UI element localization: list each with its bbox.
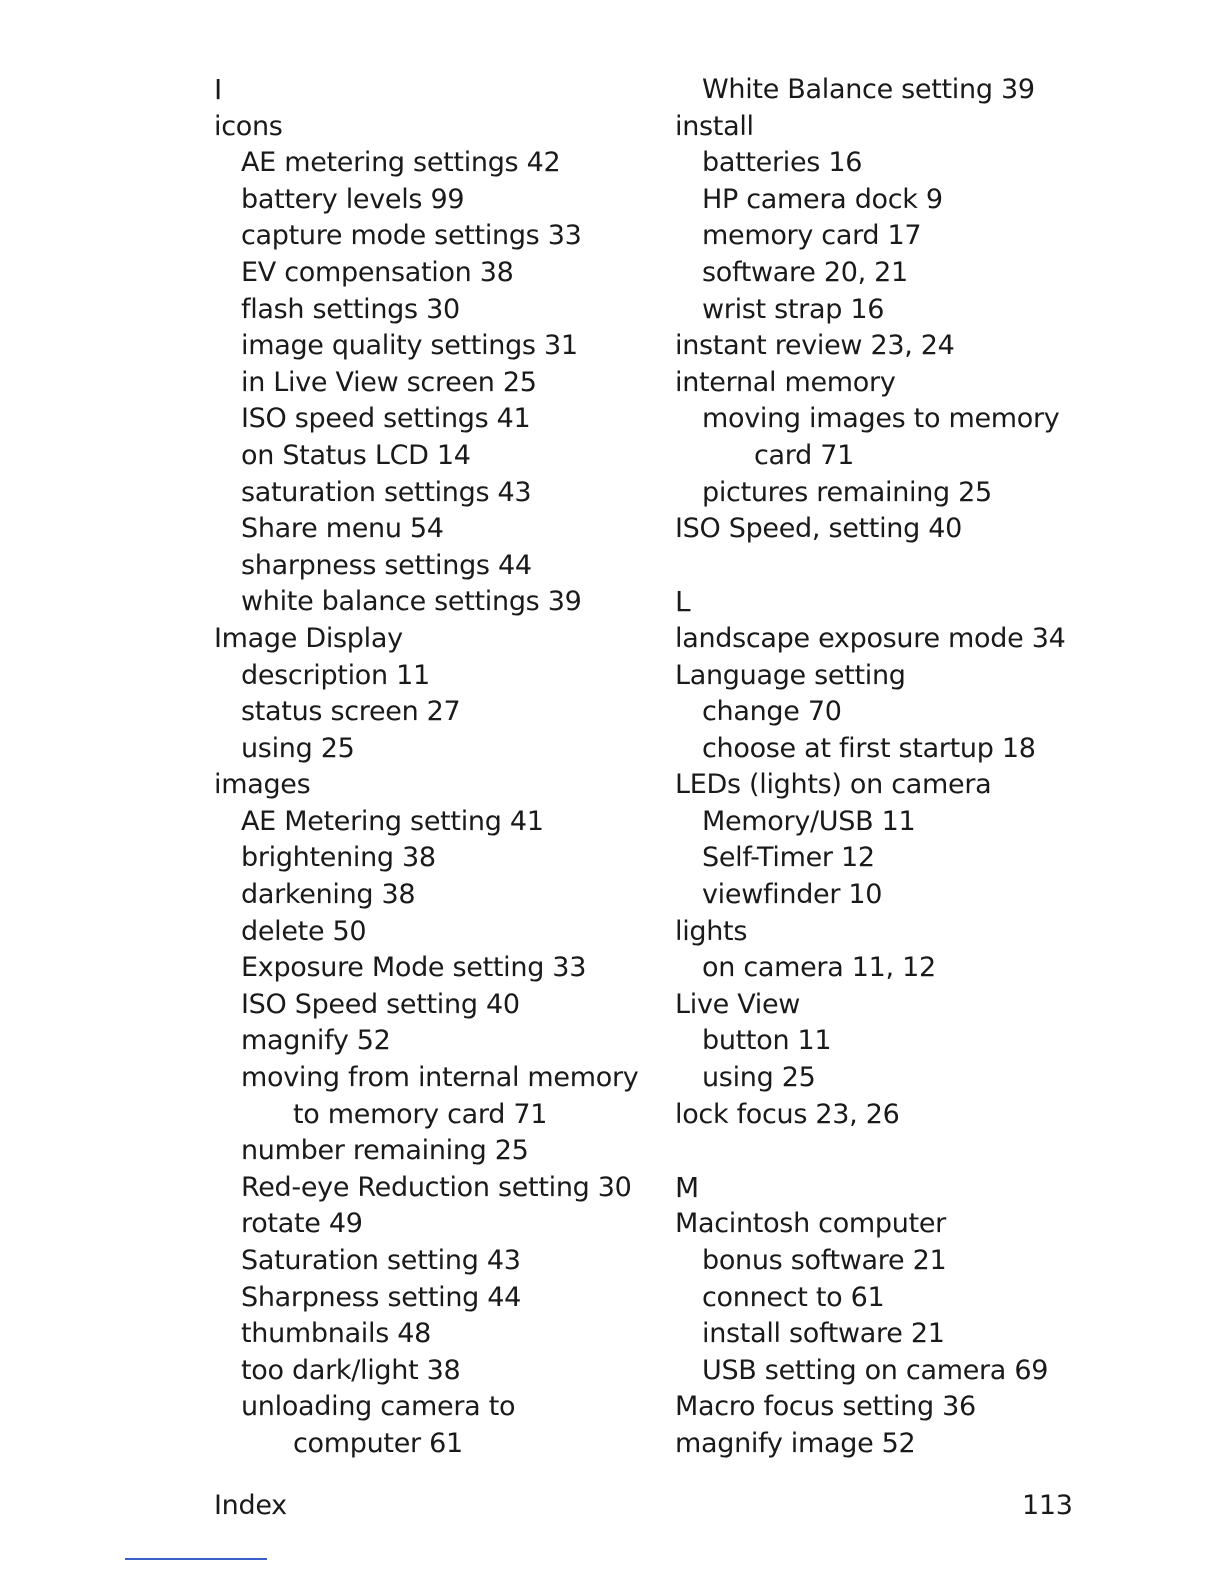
index-subentry: ISO Speed setting 40	[241, 988, 520, 1020]
index-subentry: change 70	[702, 696, 842, 728]
index-subentry: battery levels 99	[241, 183, 465, 215]
index-entry: lights	[675, 915, 748, 947]
index-entry: lock focus 23, 26	[675, 1098, 900, 1130]
index-subentry: bonus software 21	[702, 1245, 947, 1276]
index-letter-heading: I	[214, 73, 222, 106]
index-subentry: rotate 49	[241, 1208, 363, 1240]
index-subentry: magnify 52	[241, 1025, 391, 1057]
index-subentry: Saturation setting 43	[241, 1245, 521, 1276]
index-subentry: USB setting on camera 69	[702, 1354, 1049, 1386]
index-subentry: AE metering settings 42	[241, 147, 561, 179]
index-subentry: status screen 27	[241, 696, 461, 728]
index-entry: landscape exposure mode 34	[675, 622, 1066, 654]
index-subentry: connect to 61	[702, 1281, 885, 1313]
index-entry: install	[675, 110, 754, 142]
index-subentry: Memory/USB 11	[702, 805, 916, 837]
index-subentry: on camera 11, 12	[702, 952, 936, 984]
index-entry: Macro focus setting 36	[675, 1391, 976, 1423]
index-subentry: sharpness settings 44	[241, 549, 532, 581]
index-subentry: capture mode settings 33	[241, 220, 582, 252]
index-entry: Language setting	[675, 659, 906, 691]
index-subentry: brightening 38	[241, 842, 436, 874]
index-subentry: image quality settings 31	[241, 330, 578, 362]
index-subentry: Self-Timer 12	[702, 842, 875, 874]
index-entry: images	[214, 769, 311, 801]
index-subentry: Exposure Mode setting 33	[241, 952, 587, 984]
index-subentry: memory card 17	[702, 220, 922, 252]
index-subentry: pictures remaining 25	[702, 476, 992, 508]
index-subentry: unloading camera to	[241, 1391, 516, 1423]
index-entry: Live View	[675, 988, 801, 1020]
index-subentry: Sharpness setting 44	[241, 1281, 522, 1313]
index-entry: Macintosh computer	[675, 1208, 946, 1240]
index-subentry: AE Metering setting 41	[241, 805, 544, 837]
index-subentry: moving images to memory	[702, 403, 1060, 435]
index-entry: Image Display	[214, 622, 403, 654]
index-entry: ISO Speed, setting 40	[675, 513, 962, 545]
index-subentry: EV compensation 38	[241, 256, 514, 288]
index-subentry: wrist strap 16	[702, 293, 885, 325]
footer-section-label: Index	[214, 1490, 287, 1521]
index-subentry: ISO speed settings 41	[241, 403, 531, 435]
index-subentry: button 11	[702, 1025, 832, 1057]
index-subentry: batteries 16	[702, 147, 863, 179]
index-subentry: thumbnails 48	[241, 1318, 432, 1350]
index-subentry: description 11	[241, 659, 430, 691]
index-subentry: on Status LCD 14	[241, 439, 471, 471]
index-subentry: computer 61	[293, 1427, 463, 1459]
index-subentry: using 25	[702, 1062, 816, 1094]
index-entry: LEDs (lights) on camera	[675, 769, 992, 801]
index-subentry: too dark/light 38	[241, 1354, 461, 1386]
index-subentry: White Balance setting 39	[702, 74, 1035, 105]
index-entry: magnify image 52	[675, 1427, 916, 1459]
index-entry: icons	[214, 110, 283, 142]
index-subentry: in Live View screen 25	[241, 366, 537, 398]
index-subentry: Red-eye Reduction setting 30	[241, 1171, 632, 1203]
index-subentry: delete 50	[241, 915, 367, 947]
index-letter-heading: M	[675, 1170, 699, 1204]
index-subentry: HP camera dock 9	[702, 183, 943, 215]
index-subentry: card 71	[754, 439, 854, 471]
index-subentry: viewfinder 10	[702, 879, 883, 911]
index-subentry: Share menu 54	[241, 513, 444, 545]
footnote-rule	[125, 1558, 267, 1560]
index-subentry: moving from internal memory	[241, 1062, 639, 1094]
page-number: 113	[1022, 1490, 1073, 1521]
index-subentry: darkening 38	[241, 879, 416, 911]
index-subentry: flash settings 30	[241, 293, 460, 325]
index-subentry: using 25	[241, 732, 355, 764]
index-column-left	[214, 72, 644, 1463]
index-subentry: number remaining 25	[241, 1135, 529, 1167]
index-entry: instant review 23, 24	[675, 330, 955, 362]
index-subentry: software 20, 21	[702, 256, 908, 288]
index-subentry: to memory card 71	[293, 1098, 548, 1130]
index-subentry: white balance settings 39	[241, 586, 582, 618]
index-entry: internal memory	[675, 366, 896, 398]
index-spacer	[675, 548, 1095, 585]
index-spacer	[675, 1133, 1095, 1170]
index-column-right	[675, 72, 1095, 1463]
index-subentry: choose at first startup 18	[702, 732, 1036, 764]
index-subentry: saturation settings 43	[241, 476, 532, 508]
index-letter-heading: L	[675, 585, 691, 619]
index-subentry: install software 21	[702, 1318, 945, 1350]
